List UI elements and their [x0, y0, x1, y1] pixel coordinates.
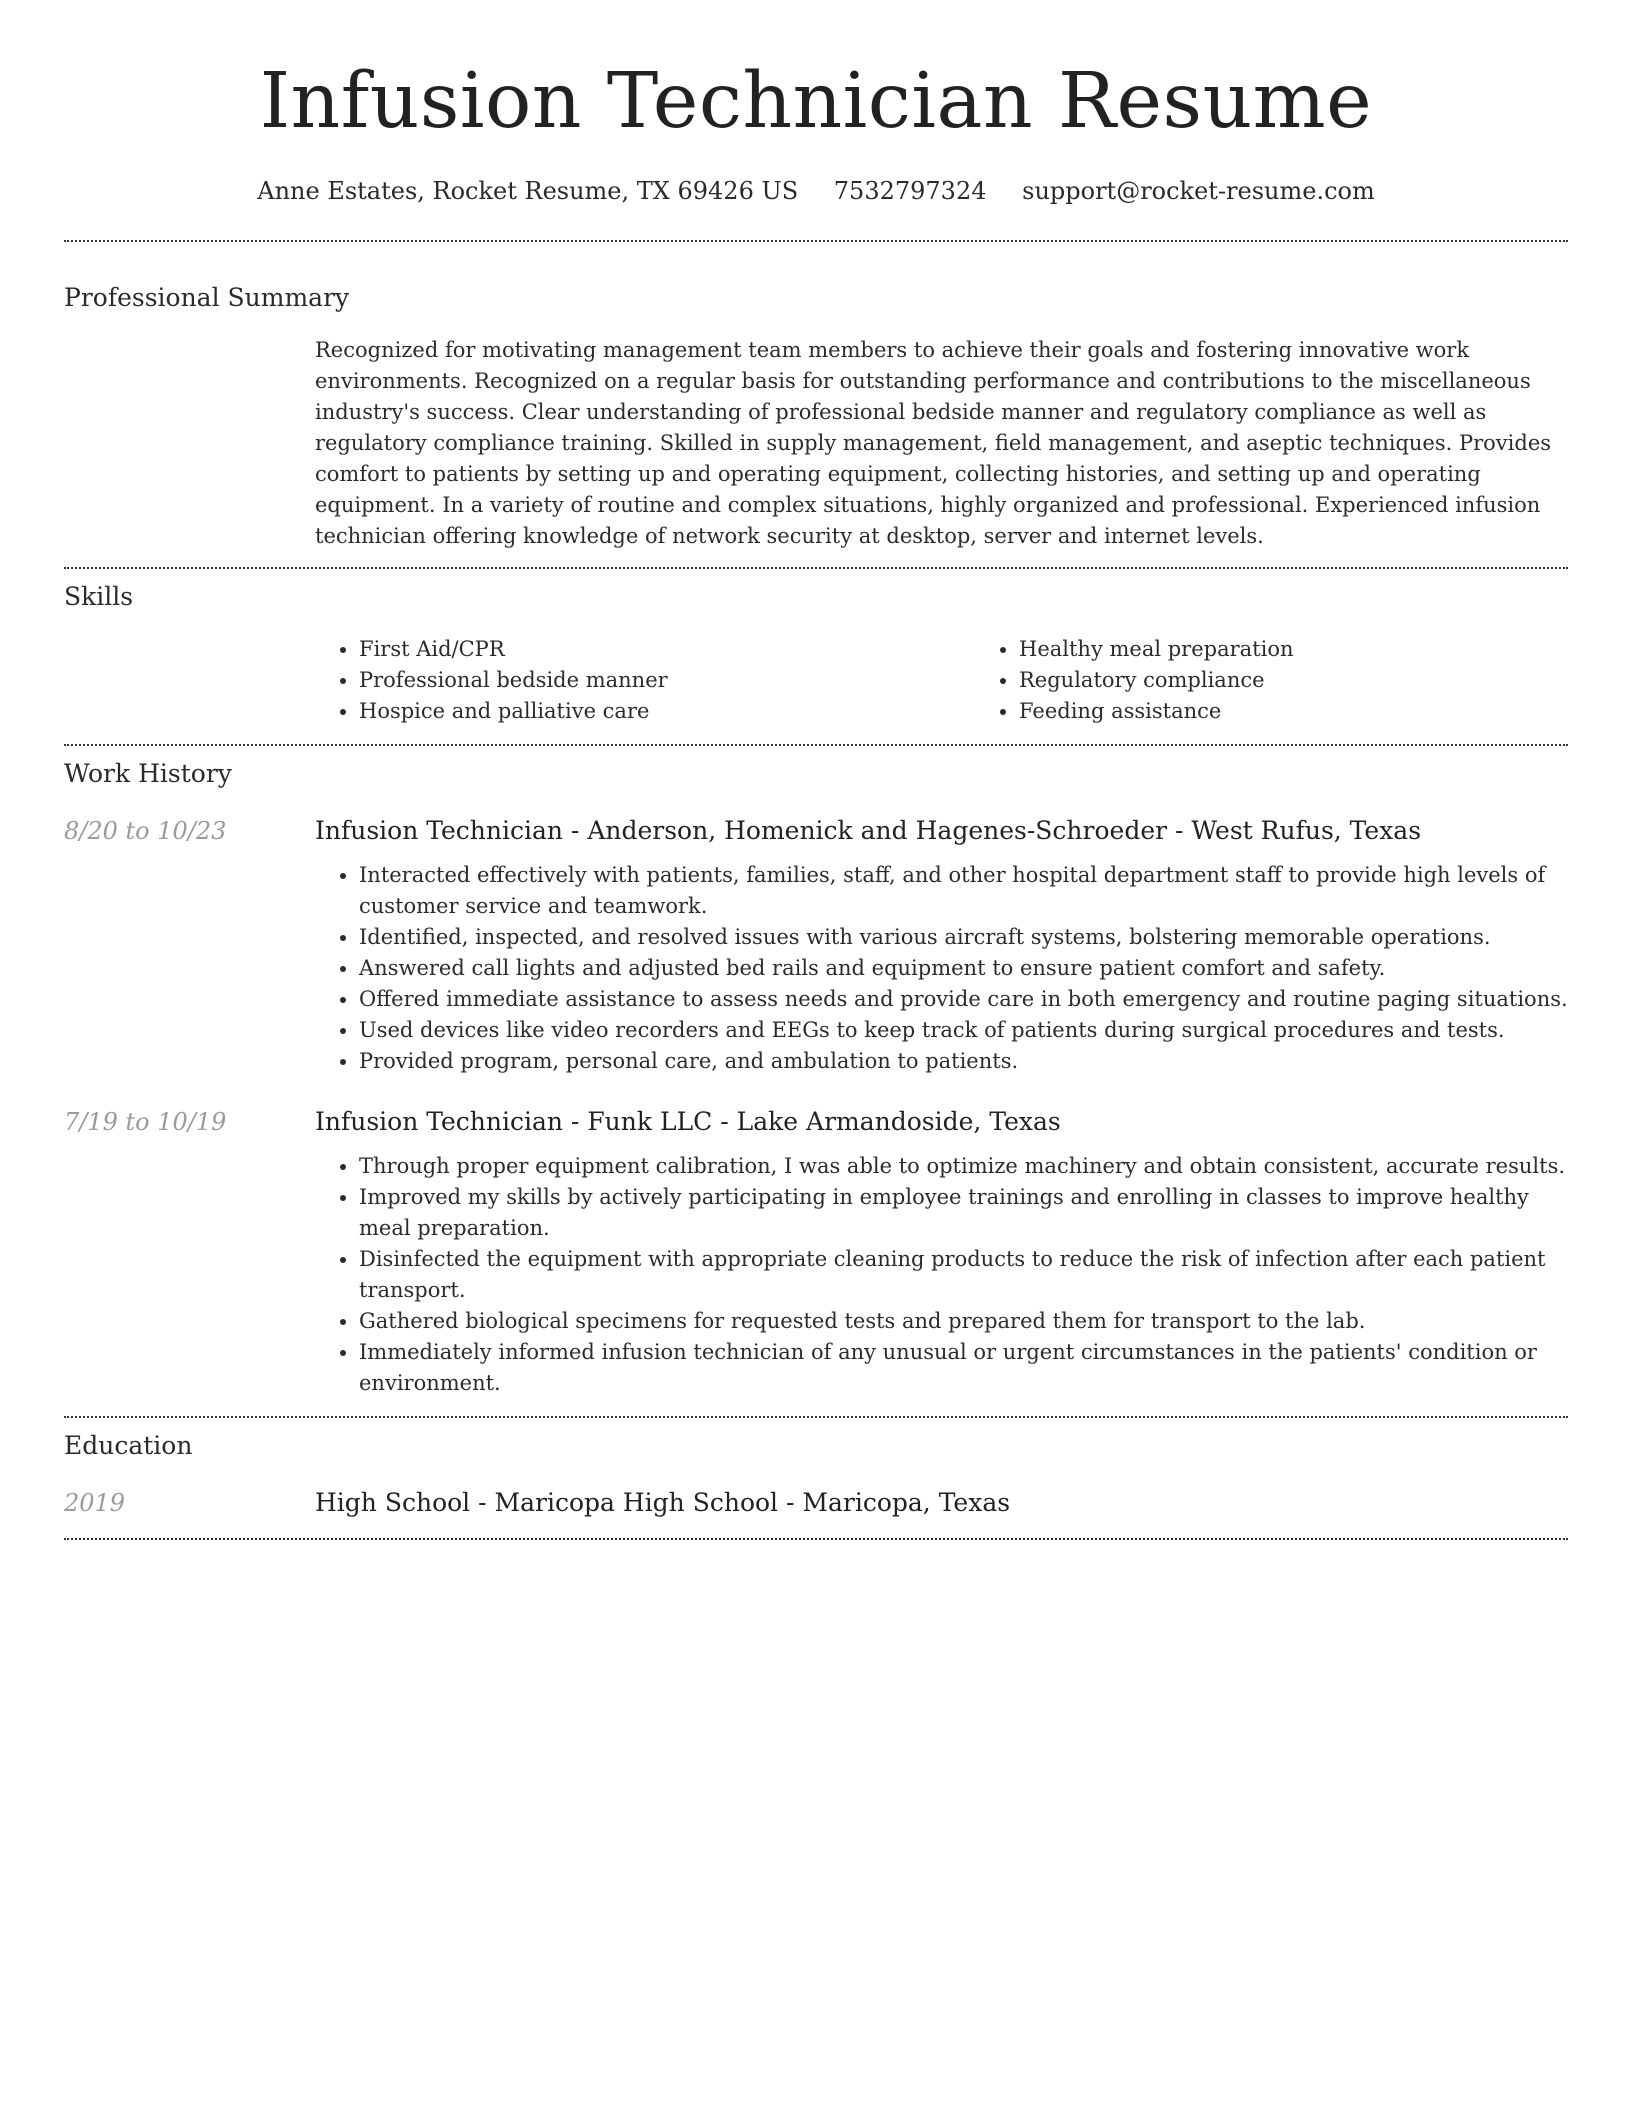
job-date: 7/19 to 10/19: [64, 1108, 227, 1136]
skill-item: • First Aid/CPR: [359, 634, 975, 665]
page-title: Infusion Technician Resume: [259, 57, 1373, 146]
contact-email: support@rocket-resume.com: [1022, 177, 1375, 205]
skills-list-left: [315, 634, 975, 727]
section-heading-skills: Skills: [64, 582, 134, 611]
skill-item: • Healthy meal preparation: [1019, 634, 1568, 665]
job-bullets: [315, 860, 1568, 1077]
skill-item: • Regulatory compliance: [1019, 665, 1568, 696]
job-bullet: • Disinfected the equipment with appropriate cleaning products to reduce the risk of infection after each patient transport.: [359, 1244, 1568, 1306]
skills-list-right: [975, 634, 1568, 727]
job-bullet: • Immediately informed infusion technician of any unusual or urgent circumstances in the patients' condition or environment.: [359, 1337, 1568, 1399]
contact-address: Anne Estates, Rocket Resume, TX 69426 US: [257, 177, 799, 205]
divider: [64, 1538, 1568, 1540]
job-bullet: • Provided program, personal care, and ambulation to patients.: [359, 1046, 1568, 1077]
contact-line: [64, 176, 1568, 206]
education-title: High School - Maricopa High School - Maricopa, Texas: [315, 1488, 1011, 1517]
job-title: Infusion Technician - Anderson, Homenick and Hagenes-Schroeder - West Rufus, Texas: [315, 816, 1422, 845]
job-bullets: [315, 1151, 1568, 1399]
work-section: [64, 746, 1568, 1399]
job-bullet: • Offered immediate assistance to assess needs and provide care in both emergency and routine paging situations.: [359, 984, 1568, 1015]
summary-text: Recognized for motivating management team members to achieve their goals and fostering innovative work environments. Recognized on a regular basis for outstanding performance and contributions to the miscellaneous industry's success. Clear understanding of professional bedside manner and regulatory compliance as well as regulatory compliance training. Skilled in supply management, field management, and aseptic techniques. Provides comfort to patients by setting up and operating equipment, collecting histories, and setting up and operating equipment. In a variety of routine and complex situations, highly organized and professional. Experienced infusion technician offering knowledge of network security at desktop, server and internet levels.: [315, 338, 1552, 548]
job-bullet: • Identified, inspected, and resolved issues with various aircraft systems, bolstering memorable operations.: [359, 922, 1568, 953]
summary-section: [64, 242, 1568, 552]
job-bullet: • Interacted effectively with patients, families, staff, and other hospital department staff to provide high levels of customer service and teamwork.: [359, 860, 1568, 922]
job-title: Infusion Technician - Funk LLC - Lake Armandoside, Texas: [315, 1107, 1061, 1136]
job-entry: [64, 1106, 1568, 1399]
job-bullet: • Gathered biological specimens for requested tests and prepared them for transport to the lab.: [359, 1306, 1568, 1337]
skills-section: [64, 569, 1568, 727]
skill-item: • Professional bedside manner: [359, 665, 975, 696]
education-section: [64, 1418, 1568, 1519]
section-heading-summary: Professional Summary: [64, 283, 350, 312]
contact-phone: 7532797324: [833, 177, 987, 205]
section-heading-education: Education: [64, 1431, 193, 1460]
job-bullet: • Used devices like video recorders and EEGs to keep track of patients during surgical procedures and tests.: [359, 1015, 1568, 1046]
skill-item: • Hospice and palliative care: [359, 696, 975, 727]
job-bullet: • Answered call lights and adjusted bed rails and equipment to ensure patient comfort and safety.: [359, 953, 1568, 984]
job-date: 8/20 to 10/23: [64, 817, 227, 845]
job-bullet: • Improved my skills by actively participating in employee trainings and enrolling in classes to improve healthy meal preparation.: [359, 1182, 1568, 1244]
education-date: 2019: [64, 1489, 126, 1517]
section-heading-work: Work History: [64, 759, 232, 788]
skill-item: • Feeding assistance: [1019, 696, 1568, 727]
job-bullet: • Through proper equipment calibration, I was able to optimize machinery and obtain consistent, accurate results.: [359, 1151, 1568, 1182]
job-entry: [64, 815, 1568, 1077]
